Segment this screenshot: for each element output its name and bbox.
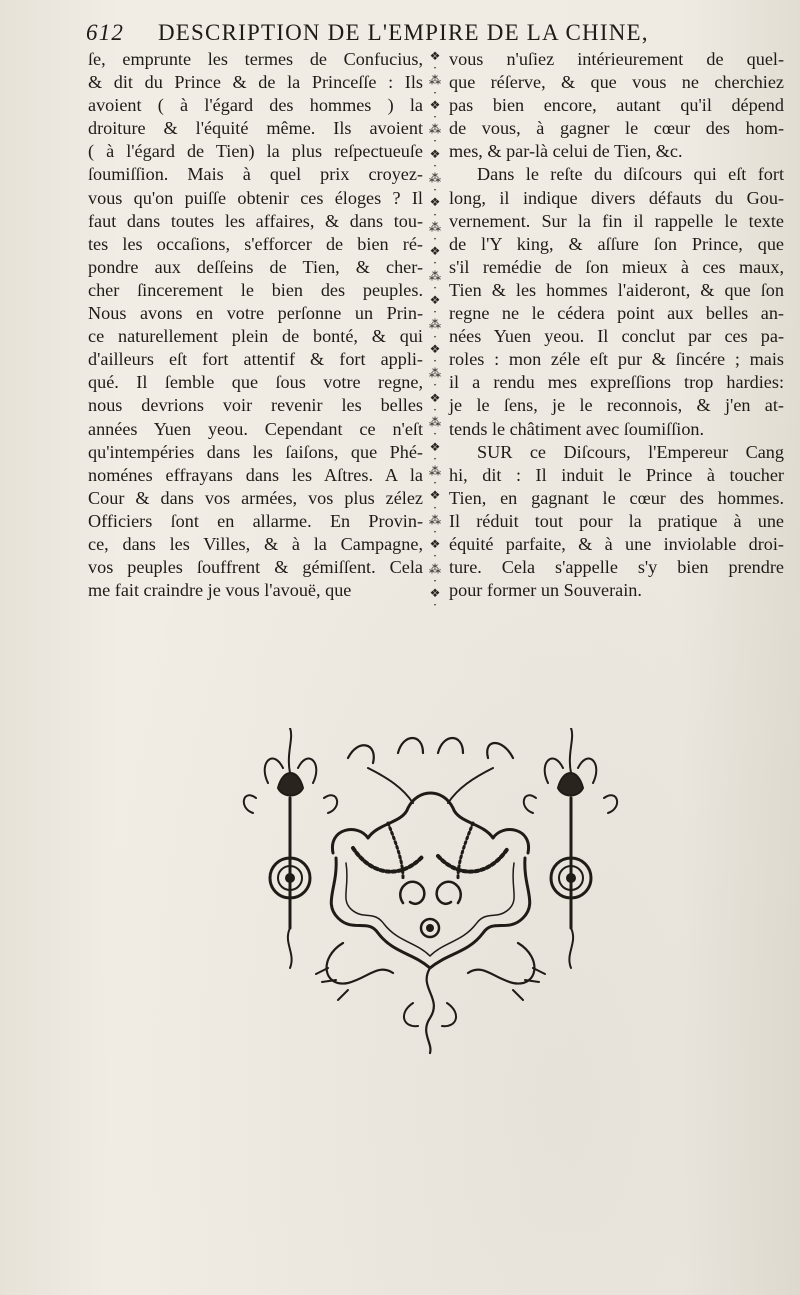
text-line: ſoumiſſion. Mais à quel prix croyez- (88, 164, 423, 185)
text-line: long, il indique divers défauts du Gou- (449, 187, 784, 208)
rule-ornament-glyph: · (433, 85, 437, 100)
rule-ornament-glyph: ⁂ (429, 561, 441, 576)
rule-ornament-glyph: ⁂ (429, 73, 441, 88)
rule-ornament-glyph: ❖ (429, 244, 441, 259)
rule-ornament-glyph: ⁂ (429, 317, 441, 332)
rule-ornament-glyph: ⁂ (429, 366, 441, 381)
text-line: équité parfaite, & à une inviolable droi- (449, 533, 784, 554)
left-text-column (88, 48, 423, 602)
rule-ornament-glyph: ⁂ (429, 171, 441, 186)
rule-ornament-glyph: ❖ (429, 293, 441, 308)
text-line: vos peuples ſouffrent & gémiſſent. Cela (88, 557, 423, 578)
rule-ornament-glyph: · (433, 524, 437, 539)
text-line: ( à l'égard de Tien) la plus reſpectueuſe (88, 141, 423, 162)
rule-ornament-glyph: · (433, 598, 437, 613)
text-line: nées Yuen yeou. Il conclut par ces pa- (449, 326, 784, 347)
text-line: hi, dit : Il induit le Prince à toucher (449, 464, 784, 485)
text-line: ture. Cela s'appelle s'y bien prendre (449, 557, 784, 578)
rule-ornament-glyph: · (433, 183, 437, 198)
rule-ornament-glyph: ⁂ (429, 122, 441, 137)
rule-ornament-glyph: · (433, 500, 437, 515)
text-line: vernement. Sur la fin il rappelle le texte (449, 210, 784, 231)
text-line: vous qu'on puiſſe obtenir ces éloges ? Il (88, 187, 423, 208)
running-title: DESCRIPTION DE L'EMPIRE DE LA CHINE, (158, 20, 649, 45)
text-line: ſe, emprunte les termes de Confucius, (88, 49, 423, 69)
text-line: mes, & par-là celui de Tien, &c. (449, 141, 683, 162)
page-header (86, 20, 786, 50)
rule-ornament-glyph: ❖ (429, 537, 441, 552)
text-line: noménes effrayans dans les Aſtres. A la (88, 464, 423, 485)
rule-ornament-glyph: · (433, 280, 437, 295)
rule-ornament-glyph: ❖ (429, 195, 441, 210)
rule-ornament-glyph: · (433, 110, 437, 125)
rule-ornament-glyph: ⁂ (429, 219, 441, 234)
text-line: que réſerve, & que vous ne cherchiez (449, 72, 784, 93)
rule-ornament-glyph: · (433, 427, 437, 442)
rule-ornament-glyph: · (433, 573, 437, 588)
page-number: 612 (86, 20, 125, 45)
rule-ornament-glyph: · (433, 549, 437, 564)
text-line: cher ſincerement le bien des peuples. (88, 279, 423, 300)
rule-ornament-glyph: ❖ (429, 50, 441, 63)
text-line: tes les occaſions, s'efforcer de bien ré- (88, 233, 423, 254)
text-line: SUR ce Diſcours, l'Empereur Cang (477, 441, 784, 462)
text-line: Dans le reſte du diſcours qui eſt fort (477, 164, 784, 185)
rule-ornament-glyph: · (433, 158, 437, 173)
text-line: de vous, à gagner le cœur des hom- (449, 118, 784, 139)
rule-ornament-glyph: · (433, 61, 437, 76)
rule-ornament-glyph: ❖ (429, 97, 441, 112)
text-line: avoient ( à l'égard des hommes ) la (88, 95, 423, 116)
rule-ornament-glyph: · (433, 402, 437, 417)
text-line: vous n'uſiez intérieurement de quel- (449, 49, 784, 69)
rule-ornament-glyph: ❖ (429, 585, 441, 600)
text-line: faut dans toutes les affaires, & dans tou- (88, 210, 423, 231)
rule-ornament-glyph: · (433, 329, 437, 344)
right-text-column (449, 48, 784, 602)
text-line: pas bien encore, autant qu'il dépend (449, 95, 784, 116)
text-line: qu'intempéries dans les ſaiſons, que Phé- (88, 441, 423, 462)
rule-ornament-glyph: · (433, 354, 437, 369)
rule-ornament-glyph: · (433, 207, 437, 222)
rule-ornament-glyph: ❖ (429, 439, 441, 454)
rule-ornament-glyph: ❖ (429, 146, 441, 161)
text-line: & dit du Prince & de la Princeſſe : Ils (88, 72, 423, 93)
rule-ornament-glyph: ❖ (429, 390, 441, 405)
text-line: Tien, en gagnant le cœur des hommes. (449, 487, 784, 508)
text-line: pondre aux deſſeins de Tien, & cher- (88, 256, 423, 277)
rule-ornament-glyph: ❖ (429, 488, 441, 503)
rule-ornament-glyph: · (433, 378, 437, 393)
text-line: me fait craindre je vous l'avouë, que (88, 580, 352, 601)
rule-ornament-glyph: ❖ (429, 341, 441, 356)
text-line: Cour & dans vos armées, vos plus zélez (88, 487, 423, 508)
rule-ornament-glyph: · (433, 134, 437, 149)
text-line: Tien & les hommes l'aideront, & que ſon (449, 279, 784, 300)
text-line: tends le châtiment avec ſoumiſſion. (449, 418, 705, 439)
rule-ornament-glyph: ⁂ (429, 268, 441, 283)
text-line: Officiers ſont en allarme. En Provin- (88, 510, 423, 531)
rule-ornament-glyph: · (433, 476, 437, 491)
text-line: droiture & l'équité même. Ils avoient (88, 118, 423, 139)
text-line: de l'Y king, & aſſure ſon Prince, que (449, 233, 784, 254)
rule-ornament-glyph: ⁂ (429, 512, 441, 527)
text-line: ce naturellement plein de bonté, & qui (88, 326, 423, 347)
text-line: il a rendu mes expreſſions trop hardies: (449, 372, 784, 393)
text-line: pour former un Souverain. (449, 580, 642, 601)
text-line: s'il remédie de ſon mieux à ces maux, (449, 256, 784, 277)
rule-ornament-glyph: ⁂ (429, 415, 441, 430)
rule-ornament-glyph: · (433, 256, 437, 271)
text-line: d'ailleurs eſt fort attentif & fort appli- (88, 349, 423, 370)
text-line: Nous avons en votre perſonne un Prin- (88, 303, 423, 324)
text-line: nous devrions voir revenir les belles (88, 395, 423, 416)
rococo-cartouche-ornament-icon (228, 728, 633, 1058)
text-line: années Yuen yeou. Cependant ce n'eſt (88, 418, 423, 439)
text-line: ce, dans les Villes, & à la Campagne, (88, 533, 423, 554)
rule-ornament-glyph: · (433, 232, 437, 247)
rule-ornament-glyph: ⁂ (429, 463, 441, 478)
text-line: qué. Il ſemble que ſous votre regne, (88, 372, 423, 393)
rule-ornament-glyph: · (433, 451, 437, 466)
text-line: regne ne le cédera point aux belles an- (449, 303, 784, 324)
text-line: Il réduit tout pour la pratique à une (449, 510, 784, 531)
ornamental-dot-rule-icon (428, 50, 442, 615)
text-line: roles : mon zéle eſt pur & ſincére ; mais (449, 349, 784, 370)
text-line: je le ſens, je le reconnois, & j'en at- (449, 395, 784, 416)
rule-ornament-glyph: · (433, 305, 437, 320)
